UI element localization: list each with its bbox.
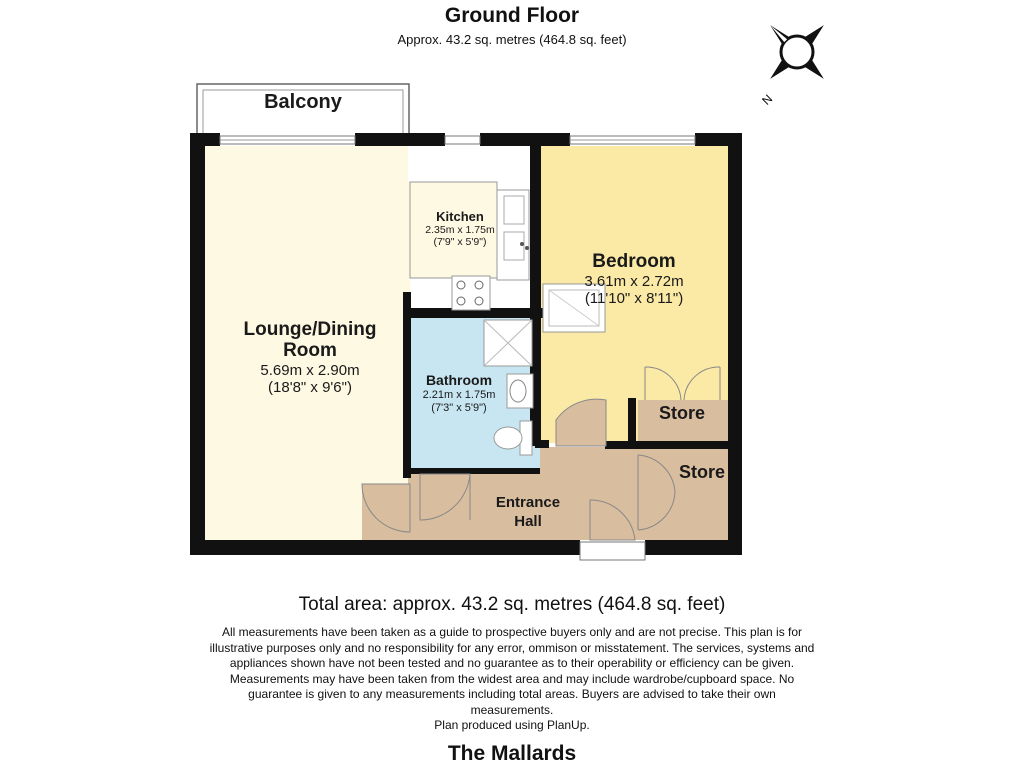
window-balcony-door	[220, 136, 355, 144]
disclaimer-line: guarantee is given to any measurements including total areas. Buyers are advised to take their own	[248, 687, 776, 701]
entrance-name-line1: Entrance	[495, 494, 561, 511]
produced-by: Plan produced using PlanUp.	[434, 718, 590, 732]
entrance-name-line2: Hall	[514, 513, 542, 530]
balcony-label: Balcony	[264, 91, 342, 113]
bathroom-name: Bathroom	[425, 372, 493, 388]
bathroom-metric: 2.21m x 1.75m	[422, 389, 496, 401]
property-name: The Mallards	[447, 742, 577, 765]
lounge-name-line1: Lounge/Dining	[243, 319, 377, 340]
bathroom-imperial: (7'3" x 5'9")	[431, 402, 487, 414]
bedroom-name: Bedroom	[592, 251, 676, 272]
window-bedroom	[570, 136, 695, 144]
front-door-opening	[580, 542, 645, 560]
lounge-metric: 5.69m x 2.90m	[260, 362, 360, 379]
disclaimer-line: appliances shown have not been tested and no guarantee as to their operability or efficiency can be given.	[229, 656, 795, 670]
floor-title: Ground Floor	[444, 4, 580, 27]
bedroom-imperial: (11'10" x 8'11")	[584, 290, 684, 307]
disclaimer-line: Measurements may have been taken from the widest area and may include wardrobe/cupboard space. No	[229, 671, 795, 686]
north-compass-icon	[743, 0, 850, 106]
basin-icon	[507, 374, 533, 408]
north-label: N	[759, 91, 776, 108]
disclaimer-line: measurements.	[470, 702, 554, 717]
lounge-name-line2: Room	[283, 340, 337, 361]
disclaimer	[112, 625, 912, 734]
shower-tray-icon	[484, 320, 532, 366]
hob-icon	[452, 276, 490, 310]
total-area: Total area: approx. 43.2 sq. metres (464.8 sq. feet)	[298, 594, 726, 615]
window-kitchen	[445, 136, 480, 144]
store-upper-name: Store	[658, 403, 706, 423]
kitchen-name: Kitchen	[436, 209, 484, 224]
store-lower-name: Store	[678, 462, 726, 482]
kitchen-imperial: (7'9" x 5'9")	[433, 236, 487, 248]
bedroom-metric: 3.61m x 2.72m	[584, 273, 684, 290]
kitchen-metric: 2.35m x 1.75m	[425, 224, 495, 236]
lounge-imperial: (18'8" x 9'6")	[268, 379, 352, 396]
disclaimer-line: All measurements have been taken as a guide to prospective buyers only and are not precise. This plan is for	[221, 625, 803, 639]
disclaimer-line: illustrative purposes only and no responsibility for any error, ommison or misstatement. The services, systems and	[209, 640, 815, 655]
floor-area: Approx. 43.2 sq. metres (464.8 sq. feet)	[397, 32, 627, 47]
